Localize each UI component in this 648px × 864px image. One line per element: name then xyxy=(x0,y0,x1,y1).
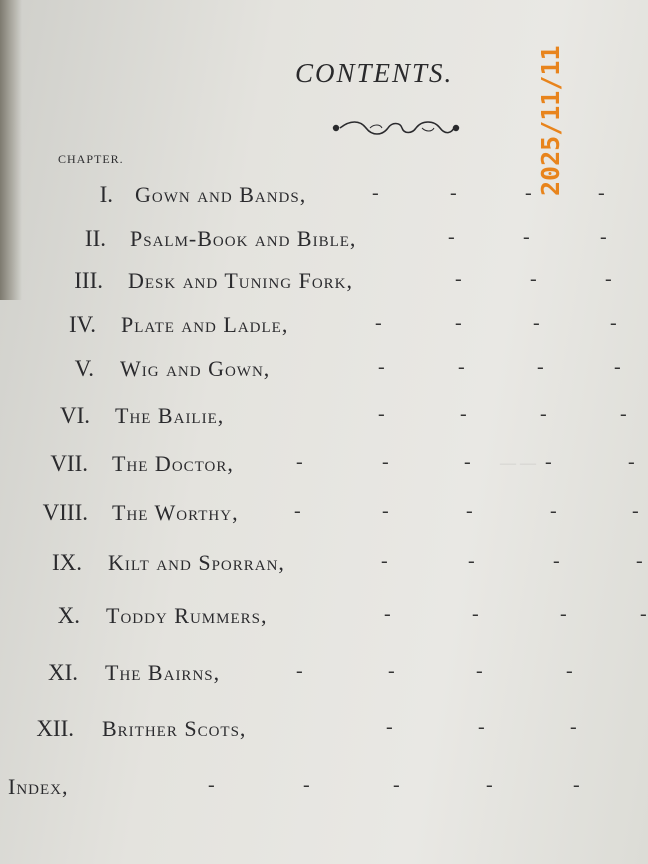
leader-dot: - xyxy=(478,716,485,738)
leader-dot: - xyxy=(381,550,388,572)
leader-dot: - xyxy=(303,774,310,796)
leader-dot: - xyxy=(468,550,475,572)
leader-dot: - xyxy=(553,550,560,572)
date-stamp: 2025/11/11 xyxy=(536,45,565,196)
leader-dot: - xyxy=(294,500,301,522)
leader-dot: - xyxy=(605,268,612,290)
chapter-number: IV. xyxy=(68,312,96,337)
leader-dot: - xyxy=(636,550,643,572)
leader-dot: - xyxy=(598,182,605,204)
toc-entry xyxy=(0,312,640,346)
leader-dot: - xyxy=(388,660,395,682)
chapter-number: VII. xyxy=(50,451,88,476)
chapter-number: X. xyxy=(57,603,80,628)
leader-dot: - xyxy=(476,660,483,682)
leader-dot: - xyxy=(455,312,462,334)
toc-entry xyxy=(0,226,640,260)
toc-entry xyxy=(0,451,640,485)
toc-entry xyxy=(0,403,640,437)
leader-dot: - xyxy=(296,660,303,682)
chapter-title: The Bairns, xyxy=(105,660,221,685)
leader-dot: - xyxy=(393,774,400,796)
bleed-through-text: — — xyxy=(500,455,536,472)
ornament-divider-icon xyxy=(330,118,462,138)
index-entry xyxy=(8,774,608,808)
leader-dot: - xyxy=(537,356,544,378)
leader-dot: - xyxy=(382,451,389,473)
leader-dot: - xyxy=(386,716,393,738)
chapter-number: III. xyxy=(74,268,103,293)
leader-dot: - xyxy=(384,603,391,625)
leader-dot: - xyxy=(570,716,577,738)
toc-entry xyxy=(0,500,640,534)
leader-dot: - xyxy=(632,500,639,522)
toc-entry xyxy=(0,268,640,302)
chapter-title: Wig and Gown, xyxy=(120,356,271,381)
leader-dot: - xyxy=(460,403,467,425)
leader-dot: - xyxy=(448,226,455,248)
leader-dot: - xyxy=(550,500,557,522)
toc-entry xyxy=(0,716,640,750)
leader-dot: - xyxy=(378,403,385,425)
chapter-title: The Doctor, xyxy=(112,451,234,476)
leader-dot: - xyxy=(455,268,462,290)
toc-entry xyxy=(0,603,647,637)
leader-dot: - xyxy=(614,356,621,378)
chapter-column-label: CHAPTER. xyxy=(58,152,124,166)
leader-dot: - xyxy=(486,774,493,796)
leader-dot: - xyxy=(523,226,530,248)
leader-dot: - xyxy=(372,182,379,204)
chapter-title: Brither Scots, xyxy=(102,716,247,741)
chapter-number: II. xyxy=(84,226,106,251)
chapter-number: V. xyxy=(74,356,94,381)
leader-dot: - xyxy=(640,603,647,625)
chapter-title: The Worthy, xyxy=(112,500,239,525)
toc-entry xyxy=(0,550,643,584)
leader-dot: - xyxy=(375,312,382,334)
leader-dot: - xyxy=(533,312,540,334)
leader-dot: - xyxy=(620,403,627,425)
leader-dot: - xyxy=(545,451,552,473)
leader-dot: - xyxy=(472,603,479,625)
chapter-number: VI. xyxy=(59,403,90,428)
leader-dot: - xyxy=(530,268,537,290)
leader-dot: - xyxy=(296,451,303,473)
leader-dot: - xyxy=(458,356,465,378)
leader-dot: - xyxy=(378,356,385,378)
leader-dot: - xyxy=(525,182,532,204)
chapter-title: Kilt and Sporran, xyxy=(108,550,285,575)
leader-dot: - xyxy=(560,603,567,625)
leader-dot: - xyxy=(573,774,580,796)
leader-dot: - xyxy=(610,312,617,334)
leader-dot: - xyxy=(628,451,635,473)
chapter-title: Toddy Rummers, xyxy=(106,603,268,628)
chapter-title: Desk and Tuning Fork, xyxy=(128,268,353,293)
chapter-number: I. xyxy=(99,182,113,207)
leader-dot: - xyxy=(566,660,573,682)
chapter-number: IX. xyxy=(51,550,82,575)
leader-dot: - xyxy=(464,451,471,473)
index-label: Index, xyxy=(8,774,69,799)
leader-dot: - xyxy=(540,403,547,425)
contents-heading: CONTENTS. xyxy=(295,58,454,88)
toc-entry xyxy=(0,356,640,390)
chapter-number: XII. xyxy=(36,716,74,741)
chapter-title: The Bailie, xyxy=(115,403,225,428)
leader-dot: - xyxy=(600,226,607,248)
leader-dot: - xyxy=(466,500,473,522)
chapter-number: XI. xyxy=(47,660,78,685)
toc-entry xyxy=(0,660,640,694)
leader-dot: - xyxy=(450,182,457,204)
chapter-title: Gown and Bands, xyxy=(135,182,307,207)
leader-dot: - xyxy=(382,500,389,522)
chapter-title: Plate and Ladle, xyxy=(121,312,289,337)
chapter-title: Psalm-Book and Bible, xyxy=(130,226,357,251)
leader-dot: - xyxy=(208,774,215,796)
chapter-number: VIII. xyxy=(42,500,88,525)
